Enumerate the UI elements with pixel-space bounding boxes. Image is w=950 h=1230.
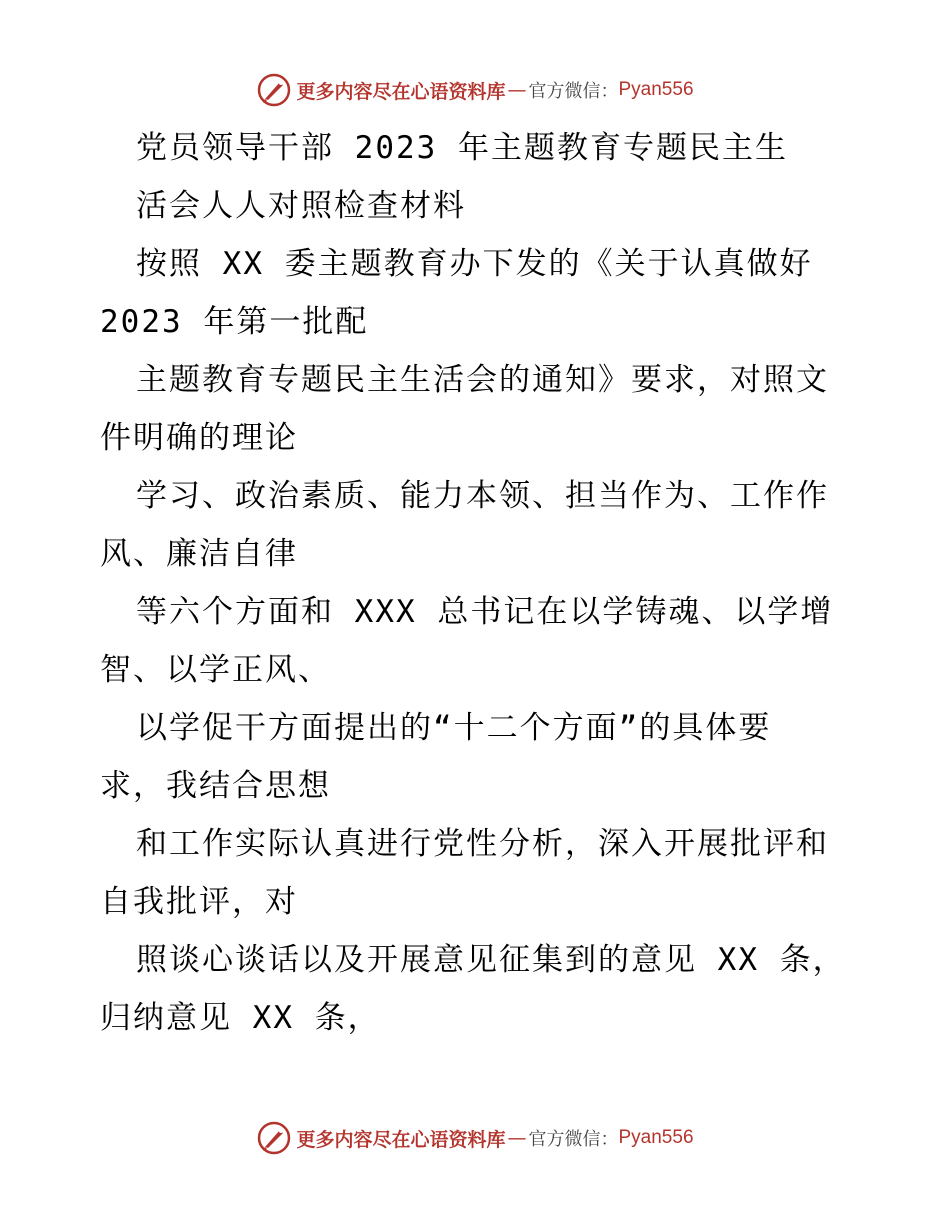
footer-watermark [0,1116,950,1160]
paragraph-line: 自我批评，对 [100,884,298,920]
watermark-separator: — [507,79,527,101]
paragraph-line: 2023 年第一批配 [100,304,369,340]
title-line-2: 活会人人对照检查材料 [136,188,466,224]
paragraph-line: 按照 XX 委主题教育办下发的《关于认真做好 [136,246,813,282]
watermark-separator: — [507,1127,527,1149]
watermark-sub-text: 官方微信： [528,1129,619,1150]
quill-pen-logo-icon [256,1120,292,1156]
paragraph-line: 照谈心谈话以及开展意见征集到的意见 XX 条， [136,942,846,978]
paragraph-line: 件明确的理论 [100,420,298,456]
paragraph-line: 和工作实际认真进行党性分析，深入开展批评和 [136,826,829,862]
title-line-1: 党员领导干部 2023 年主题教育专题民主生 [136,130,788,166]
paragraph-line: 学习、政治素质、能力本领、担当作为、工作作 [136,478,829,514]
paragraph-line: 等六个方面和 XXX 总书记在以学铸魂、以学增 [136,594,834,630]
watermark-id-text: Pyan556 [618,79,694,100]
watermark-main-text: 更多内容尽在心语资料库 [296,80,506,103]
watermark-main-text: 更多内容尽在心语资料库 [296,1128,506,1151]
paragraph-line: 以学促干方面提出的“十二个方面”的具体要 [136,710,772,746]
paragraph-line: 风、廉洁自律 [100,536,298,572]
paragraph-line: 求，我结合思想 [100,768,331,804]
header-watermark [0,68,950,112]
paragraph-line: 主题教育专题民主生活会的通知》要求，对照文 [136,362,829,398]
paragraph-line: 归纳意见 XX 条， [100,1000,381,1036]
watermark-id-text: Pyan556 [618,1127,694,1148]
quill-pen-logo-icon [256,72,292,108]
watermark-sub-text: 官方微信： [528,81,619,102]
paragraph-line: 智、以学正风、 [100,652,331,688]
